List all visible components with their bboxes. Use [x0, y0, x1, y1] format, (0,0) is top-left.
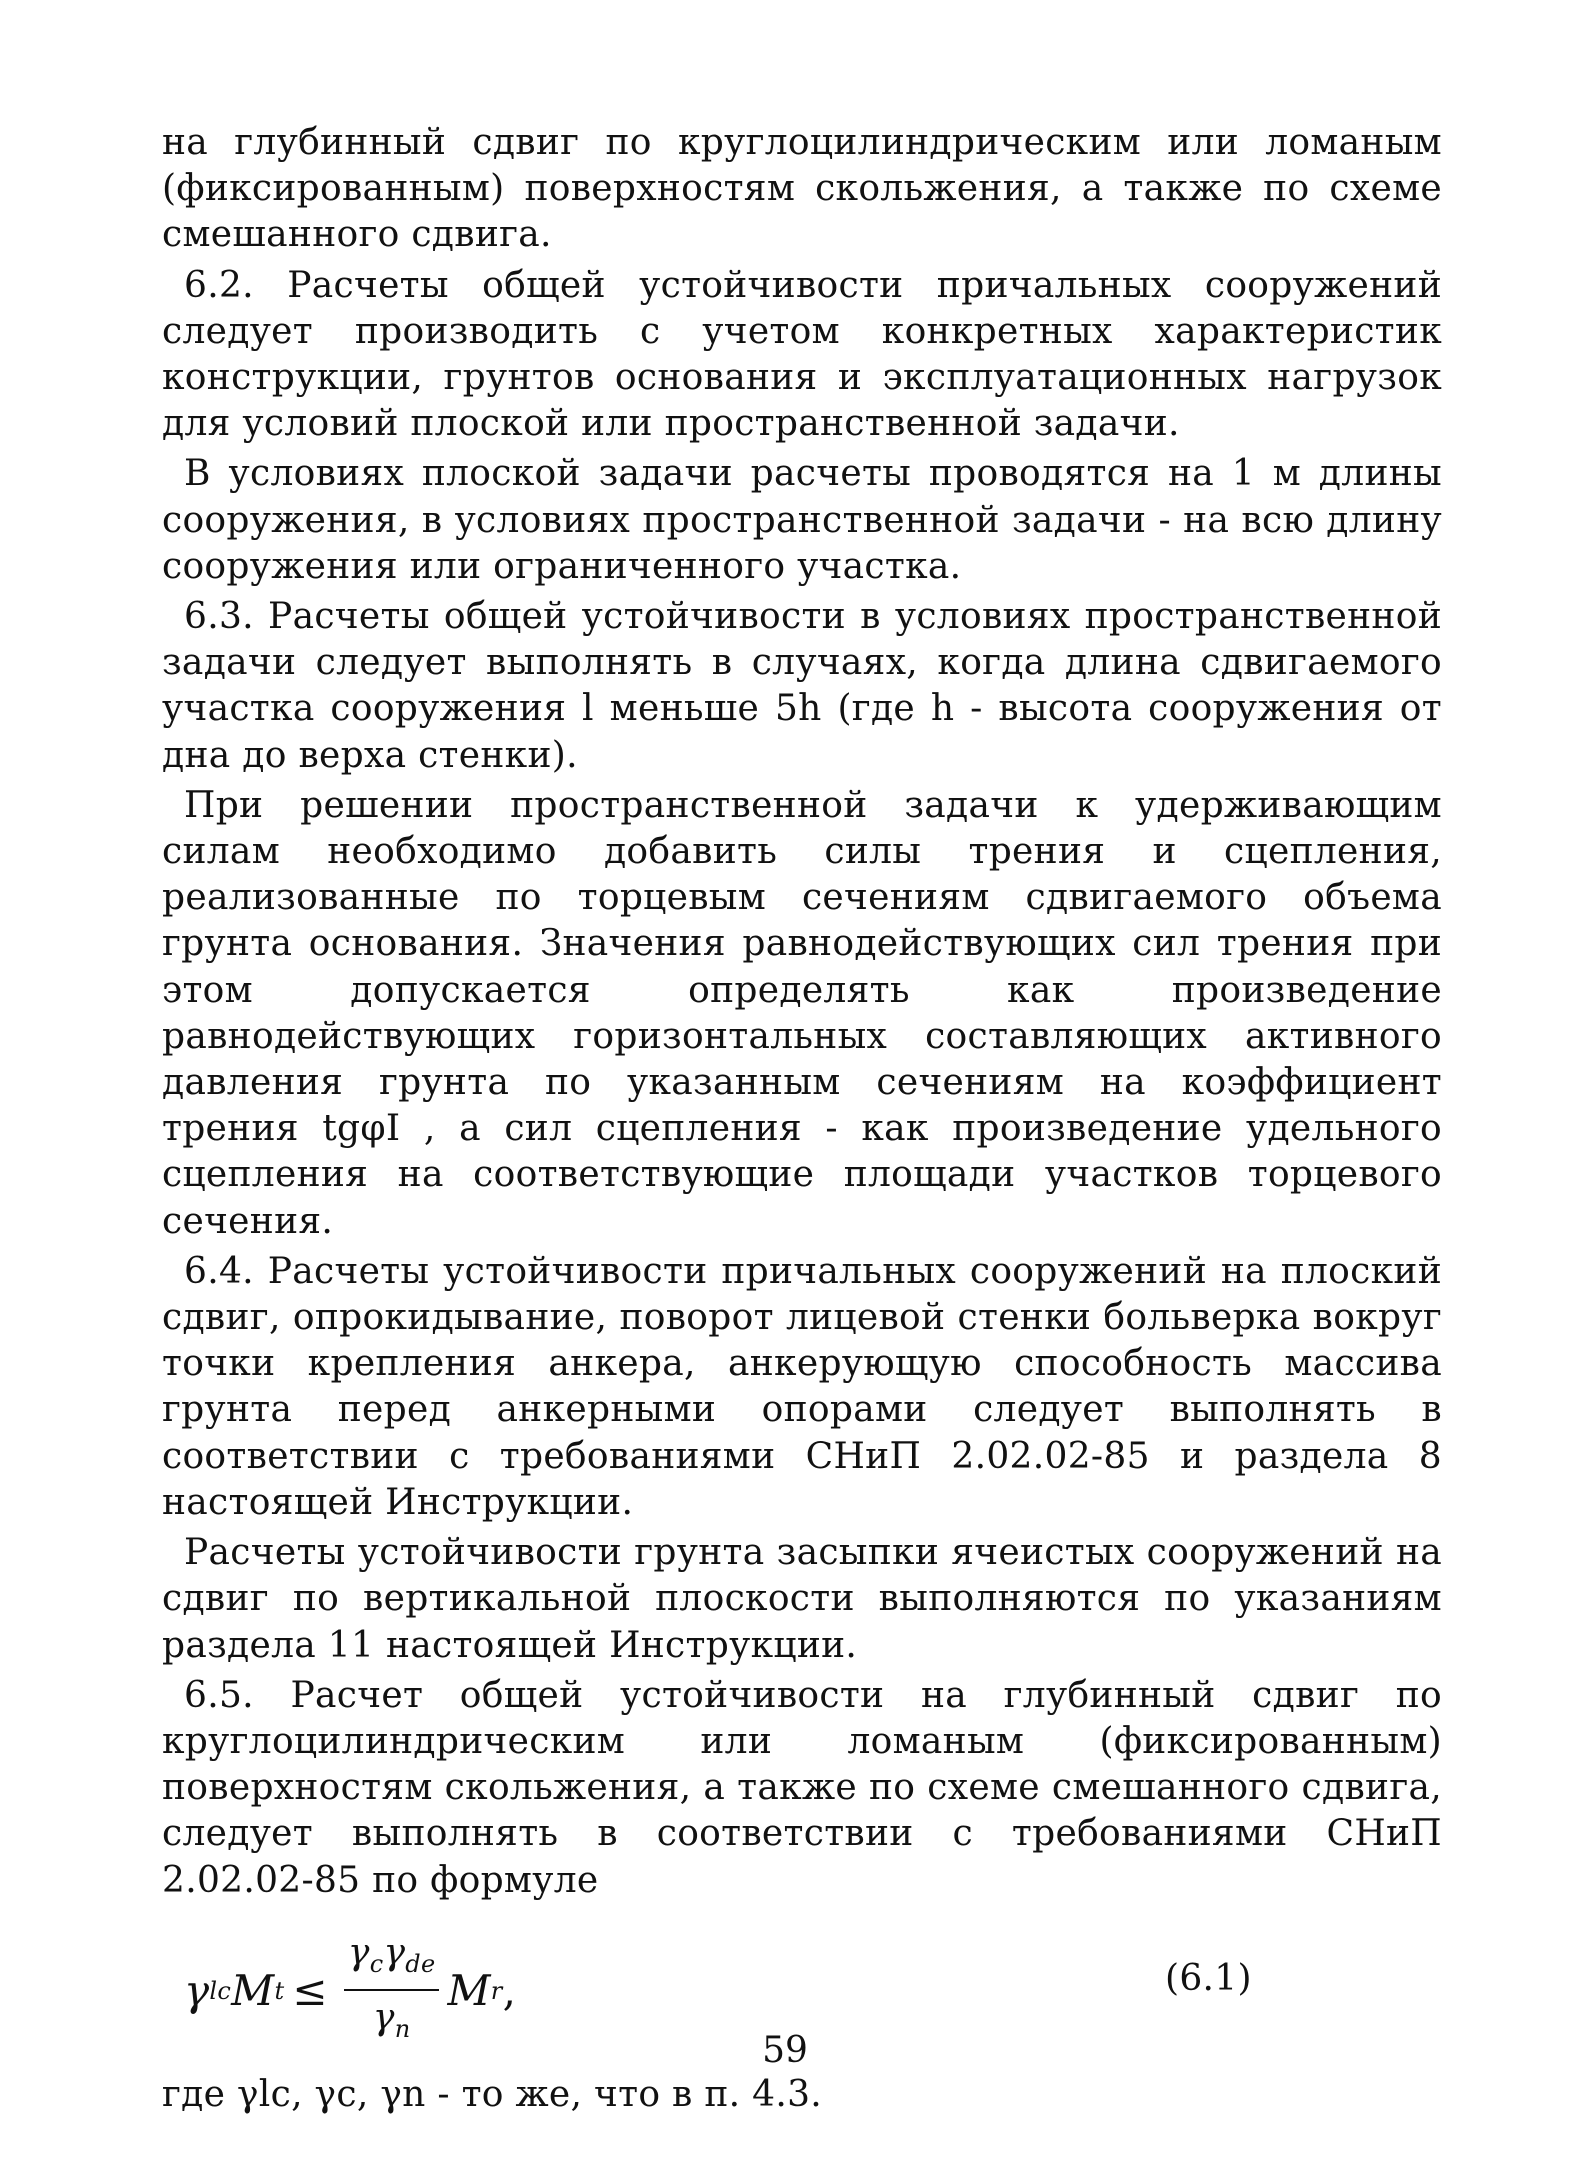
paragraph-6-4: 6.4. Расчеты устойчивости причальных сооружений на плоский сдвиг, опрокидывание, поворот лицевой стенки больверка вокруг точки крепления анкера, анкерующую способность массива грунта перед анкерными опорами следует выполнять в соответствии с требованиями СНиП 2.02.02-85 и раздела 8 настоящей Инструкции. — [162, 1250, 1442, 1523]
formula-numerator — [344, 1930, 440, 1991]
formula-rhs-moment-sub: r — [490, 1977, 503, 2005]
paragraph-6-5: 6.5. Расчет общей устойчивости на глубинный сдвиг по круглоцилиндрическим или ломаным (фиксированным) поверхностям скольжения, а также по схеме смешанного сдвига, следует выполнять в соответствии с требованиями СНиП 2.02.02-85 по формуле — [162, 1674, 1442, 1901]
formula-lhs-gamma-sub: lc — [209, 1977, 232, 2005]
page-number: 59 — [762, 2030, 808, 2071]
formula-num-gamma-2-sub: de — [405, 1949, 436, 1978]
formula-num-gamma-2: γ — [383, 1931, 406, 1973]
paragraph-6-3: 6.3. Расчеты общей устойчивости в условиях пространственной задачи следует выполнять в случаях, когда длина сдвигаемого участка сооружения l меньше 5h (где h - высота сооружения от дна до верха стенки). — [162, 596, 1442, 776]
formula-relation: ≤ — [292, 1966, 328, 2015]
paragraph-6-2: 6.2. Расчеты общей устойчивости причальных сооружений следует производить с учетом конкретных характеристик конструкции, грунтов основания и эксплуатационных нагрузок для условий плоской или пространственной задачи. — [162, 264, 1442, 445]
formula-rhs-moment: M — [447, 1966, 491, 2015]
formula-lhs-gamma: γ — [184, 1966, 210, 2015]
paragraph-continuation: на глубинный сдвиг по круглоцилиндрическим или ломаным (фиксированным) поверхностям скольжения, а также по схеме смешанного сдвига. — [162, 122, 1442, 256]
formula-where-line: где γlc, γc, γn - то же, что в п. 4.3. — [162, 2073, 823, 2115]
paragraph-cell-structures: Расчеты устойчивости грунта засыпки ячеистых сооружений на сдвиг по вертикальной плоскости выполняются по указаниям раздела 11 настоящей Инструкции. — [162, 1532, 1442, 1666]
formula-den-gamma: γ — [372, 1997, 395, 2039]
formula-lhs-moment: M — [231, 1966, 275, 2015]
formula-num-gamma-1: γ — [347, 1931, 370, 1973]
formula-number: (6.1) — [1165, 1957, 1252, 1999]
formula-trailing: , — [502, 1966, 517, 2015]
formula-num-gamma-1-sub: c — [369, 1949, 384, 1978]
paragraph-spatial-task: При решении пространственной задачи к удерживающим силам необходимо добавить силы трения и сцепления, реализованные по торцевым сечениям сдвигаемого объема грунта основания. Значения равнодействующих сил трения при этом допускается определять как произведение равнодействующих горизонтальных составляющих активного давления грунта по указанным сечениям на коэффициент трения tgφI , а сил сцепления - как произведение удельного сцепления на соответствующие площади участков торцевого сечения. — [162, 784, 1442, 1242]
paragraph-plane-task: В условиях плоской задачи расчеты проводятся на 1 м длины сооружения, в условиях пространственной задачи - на всю длину сооружения или ограниченного участка. — [162, 453, 1442, 587]
formula-lhs-moment-sub: t — [274, 1977, 285, 2005]
body-text — [162, 120, 1442, 2122]
formula-den-gamma-sub: n — [394, 2015, 411, 2044]
